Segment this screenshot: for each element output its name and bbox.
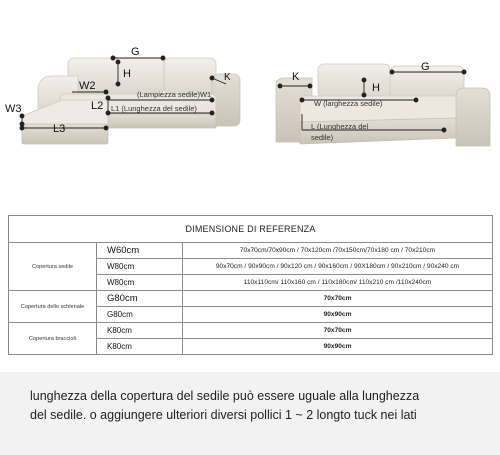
label-w-right: W (larghezza sedile) bbox=[314, 99, 383, 108]
size-cell: G80cm bbox=[97, 307, 183, 323]
values-cell: 90x90cm bbox=[183, 307, 493, 323]
table-row bbox=[9, 323, 493, 339]
size-cell: W60cm bbox=[97, 243, 183, 259]
label-w2-left: W2 bbox=[79, 80, 96, 92]
category-armrest-cover: Copertura braccioli bbox=[9, 323, 97, 355]
label-w3-left: W3 bbox=[5, 103, 22, 115]
table-row bbox=[9, 243, 493, 259]
label-g-right: G bbox=[421, 61, 430, 73]
label-k-left: K bbox=[224, 72, 231, 83]
straight-sofa-drawing bbox=[276, 64, 490, 146]
label-l1-left: L1 (Lunghezza del sedile) bbox=[111, 104, 197, 113]
size-cell: K80cm bbox=[97, 339, 183, 355]
size-note bbox=[0, 372, 500, 455]
label-k-right: K bbox=[292, 71, 300, 83]
label-w1-left: (Lampiezza sedile)W1 bbox=[137, 90, 212, 99]
label-l-right-2: sedile) bbox=[311, 133, 334, 142]
label-l-right-1: L (Lunghezza del bbox=[311, 122, 369, 131]
values-cell: 70x70cm/70x90cm / 70x120cm /70x150cm/70x180 cm / 70x210cm bbox=[183, 243, 493, 259]
category-backrest-cover: Copertura dello schienale bbox=[9, 291, 97, 323]
reference-size-table bbox=[8, 215, 493, 355]
table-title: DIMENSIONE DI REFERENZA bbox=[9, 216, 493, 243]
values-cell: 70x70cm bbox=[183, 323, 493, 339]
values-cell: 70x70cm bbox=[183, 291, 493, 307]
values-cell: 90x70cm / 90x90cm / 90x120 cm / 90x160cm / 90X180cm / 90x210cm / 90x240 cm bbox=[183, 259, 493, 275]
label-h-left: H bbox=[123, 68, 131, 80]
label-l2-left: L2 bbox=[91, 100, 104, 112]
label-h-right: H bbox=[372, 82, 380, 94]
sofa-illustrations bbox=[0, 0, 500, 205]
table-row bbox=[9, 291, 493, 307]
size-cell: W80cm bbox=[97, 275, 183, 291]
size-cell: G80cm bbox=[97, 291, 183, 307]
category-seat-cover: Copertura sedile bbox=[9, 243, 97, 291]
label-g-left: G bbox=[131, 46, 140, 58]
table-title-row bbox=[9, 216, 493, 243]
note-line-2: del sedile. o aggiungere ulteriori diversi pollici 1 ~ 2 longto tuck nei lati bbox=[30, 408, 417, 422]
sofa-diagrams-svg bbox=[0, 0, 500, 205]
size-cell: W80cm bbox=[97, 259, 183, 275]
note-line-1: lunghezza della copertura del sedile può essere uguale alla lunghezza bbox=[30, 389, 420, 403]
values-cell: 90x90cm bbox=[183, 339, 493, 355]
label-l3-left: L3 bbox=[53, 123, 66, 135]
values-cell: 110x110cm/ 110x160 cm / 110x180cm/ 110x210 cm /110x240cm bbox=[183, 275, 493, 291]
size-cell: K80cm bbox=[97, 323, 183, 339]
